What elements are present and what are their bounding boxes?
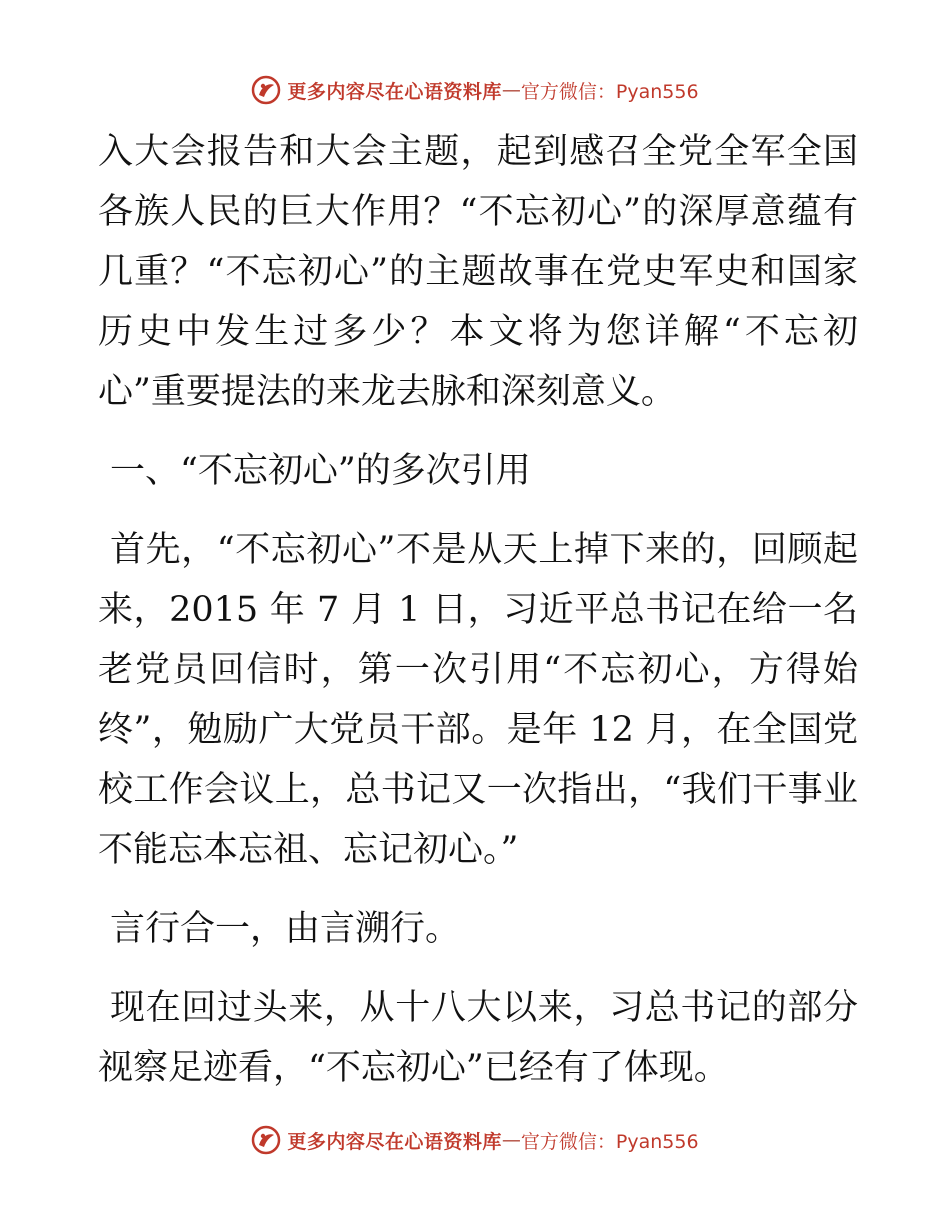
paragraph-review: 现在回过头来，从十八大以来，习总书记的部分视察足迹看，“不忘初心”已经有了体现。 (98, 988, 858, 1088)
footer-banner (0, 1120, 950, 1160)
banner-site-name: 更多内容尽在心语资料库 (287, 1130, 502, 1153)
logo-icon (251, 75, 281, 105)
paragraph-short: 言行合一，由言溯行。 (110, 909, 461, 949)
logo-icon (251, 1125, 281, 1155)
document-body (98, 122, 858, 1117)
banner-site-name: 更多内容尽在心语资料库 (287, 80, 502, 103)
banner-wechat: 官方微信：Pyan556 (520, 80, 699, 103)
paragraph-intro: 入大会报告和大会主题，起到感召全党全军全国各族人民的巨大作用？“不忘初心”的深厚意蕴有几重？“不忘初心”的主题故事在党史军史和国家历史中发生过多少？本文将为您详解“不忘初心”重要提法的来龙去脉和深刻意义。 (98, 132, 858, 412)
header-banner (0, 70, 950, 110)
banner-dash: — (501, 79, 521, 101)
banner-wechat: 官方微信：Pyan556 (520, 1130, 699, 1153)
section-heading: 一、“不忘初心”的多次引用 (110, 451, 531, 491)
paragraph-first-quote: 首先，“不忘初心”不是从天上掉下来的，回顾起来，2015 年 7 月 1 日，习近平总书记在给一名老党员回信时，第一次引用“不忘初心，方得始终”，勉励广大党员干部。是年 12 月，在全国党校工作会议上，总书记又一次指出，“我们干事业不能忘本忘祖、忘记初心。” (98, 530, 858, 870)
banner-dash: — (501, 1129, 521, 1151)
